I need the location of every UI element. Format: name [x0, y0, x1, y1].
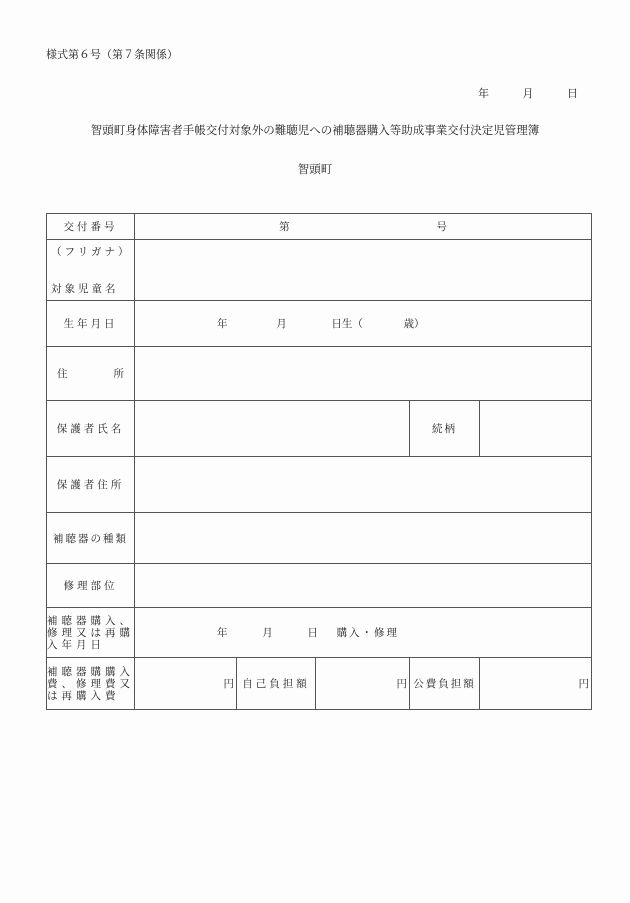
hearing-aid-type-label: 補聴器の種類	[47, 513, 135, 564]
purchase-year: 年	[217, 627, 228, 639]
guardian-name-field[interactable]	[135, 401, 410, 457]
self-burden-unit: 円	[396, 678, 407, 690]
row-repair-part	[47, 564, 592, 608]
row-hearing-aid-type	[47, 513, 592, 564]
purchase-day: 日	[307, 627, 318, 639]
child-name-label: 対象児童名	[51, 283, 119, 295]
birth-year: 年	[217, 318, 228, 330]
self-burden-field[interactable]	[316, 658, 410, 710]
address-label: 住 所	[47, 347, 135, 401]
relation-label: 続柄	[410, 401, 480, 457]
registry-form-table	[46, 213, 592, 710]
purchase-month: 月	[262, 627, 273, 639]
child-name-field[interactable]	[135, 240, 592, 301]
guardian-name-label: 保護者氏名	[47, 401, 135, 457]
row-issue-number	[47, 214, 592, 240]
date-line	[448, 85, 578, 101]
relation-field[interactable]	[480, 401, 592, 457]
repair-part-field[interactable]	[135, 564, 592, 608]
guardian-address-field[interactable]	[135, 457, 592, 513]
cost-field[interactable]	[135, 658, 237, 710]
document-title: 智頭町身体障害者手帳交付対象外の難聴児への補聴器購入等助成事業交付決定児管理簿	[90, 123, 540, 137]
address-field[interactable]	[135, 347, 592, 401]
public-burden-unit: 円	[578, 678, 590, 690]
purchase-type: 購入・修理	[336, 627, 400, 639]
cost-unit: 円	[223, 678, 234, 690]
row-guardian-name	[47, 401, 592, 457]
birth-month: 月	[276, 318, 287, 330]
row-guardian-address	[47, 457, 592, 513]
issue-number-label: 交付番号	[47, 214, 135, 240]
issue-number-prefix: 第	[279, 221, 290, 233]
birth-day: 日生（	[331, 318, 363, 330]
town-name: 智頭町	[297, 162, 333, 176]
form-number: 様式第６号（第７条関係）	[46, 48, 178, 61]
issue-number-field[interactable]	[135, 214, 592, 240]
public-burden-field[interactable]	[480, 658, 592, 710]
date-year: 年	[478, 87, 489, 100]
public-burden-label: 公費負担額	[410, 658, 480, 710]
issue-number-suffix: 号	[436, 221, 447, 233]
furigana-label: （フリガナ）	[51, 246, 132, 258]
row-child-name	[47, 240, 592, 301]
self-burden-label: 自己負担額	[237, 658, 316, 710]
date-day: 日	[567, 87, 578, 100]
row-birth-date	[47, 301, 592, 347]
date-month: 月	[522, 87, 534, 100]
cost-label: 補聴器購購入費、修理費又は再購入費	[47, 658, 135, 710]
birth-date-label: 生年月日	[47, 301, 135, 347]
hearing-aid-type-field[interactable]	[135, 513, 592, 564]
birth-date-field[interactable]	[135, 301, 592, 347]
repair-part-label: 修理部位	[47, 564, 135, 608]
birth-age: 歳）	[403, 318, 425, 330]
row-address	[47, 347, 592, 401]
row-cost	[47, 658, 592, 710]
child-name-label-cell	[47, 240, 135, 301]
guardian-address-label: 保護者住所	[47, 457, 135, 513]
row-purchase-date	[47, 608, 592, 658]
purchase-date-label: 補聴器購入、修理又は再購入年月日	[47, 608, 135, 658]
purchase-date-field[interactable]	[135, 608, 592, 658]
